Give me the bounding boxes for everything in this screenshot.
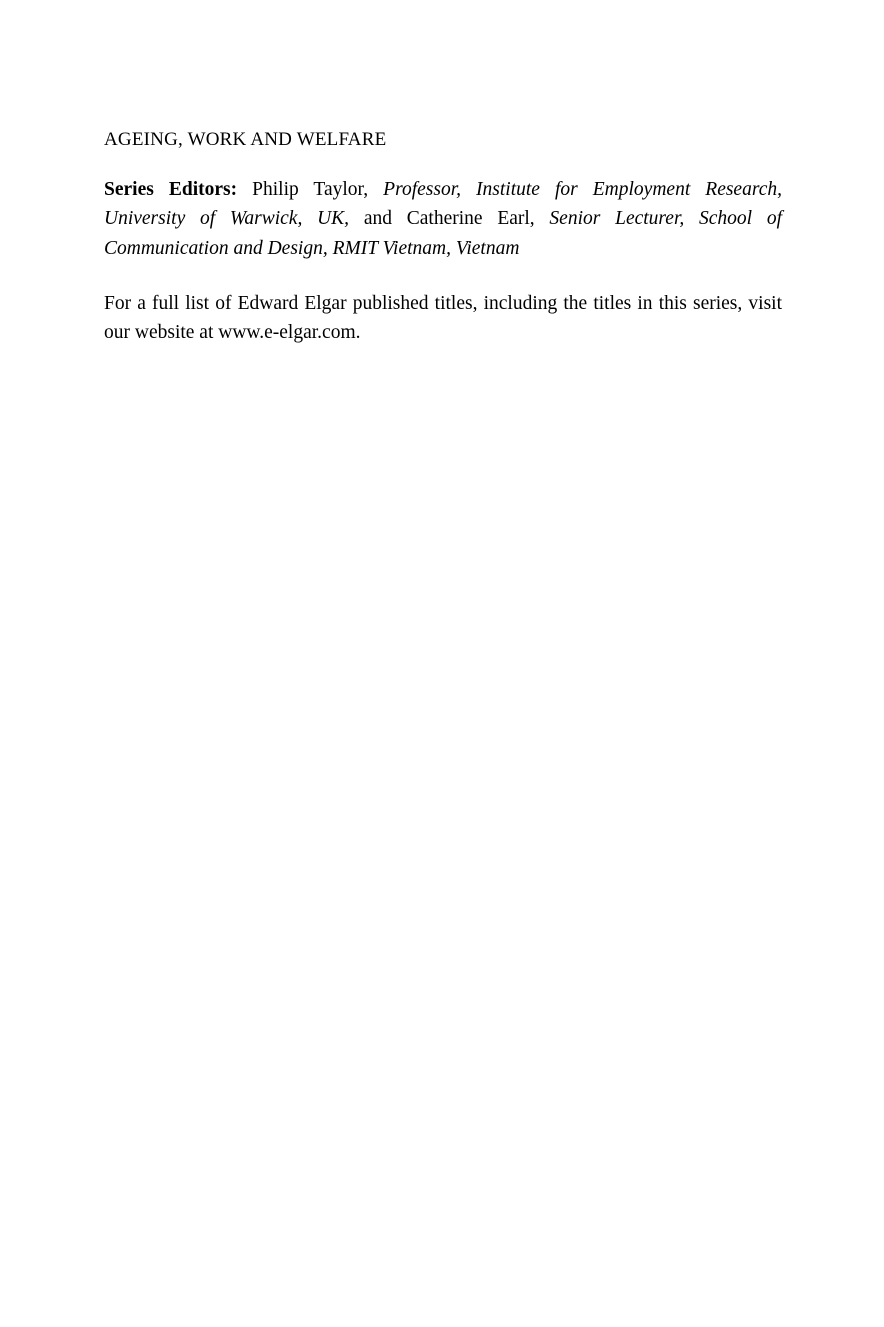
series-editors-label: Series Editors: <box>104 178 238 200</box>
editor-one-name: Philip Taylor, <box>237 178 369 200</box>
series-editors-paragraph <box>104 175 782 264</box>
editor-two-name: Catherine Earl, <box>406 208 535 230</box>
editors-conjunction: and <box>349 208 407 230</box>
page-content <box>104 128 782 347</box>
editor-one-affiliation: Professor, Institute for Employment Research, University of Warwick, UK, <box>104 178 782 230</box>
editor-two-affiliation: Senior Lecturer, School of Communication and Design, RMIT Vietnam, Vietnam <box>104 208 783 259</box>
series-title: AGEING, WORK AND WELFARE <box>104 129 387 150</box>
publisher-note: For a full list of Edward Elgar published titles, including the titles in this series, visit our website at www.e-elgar.com. <box>104 292 782 343</box>
